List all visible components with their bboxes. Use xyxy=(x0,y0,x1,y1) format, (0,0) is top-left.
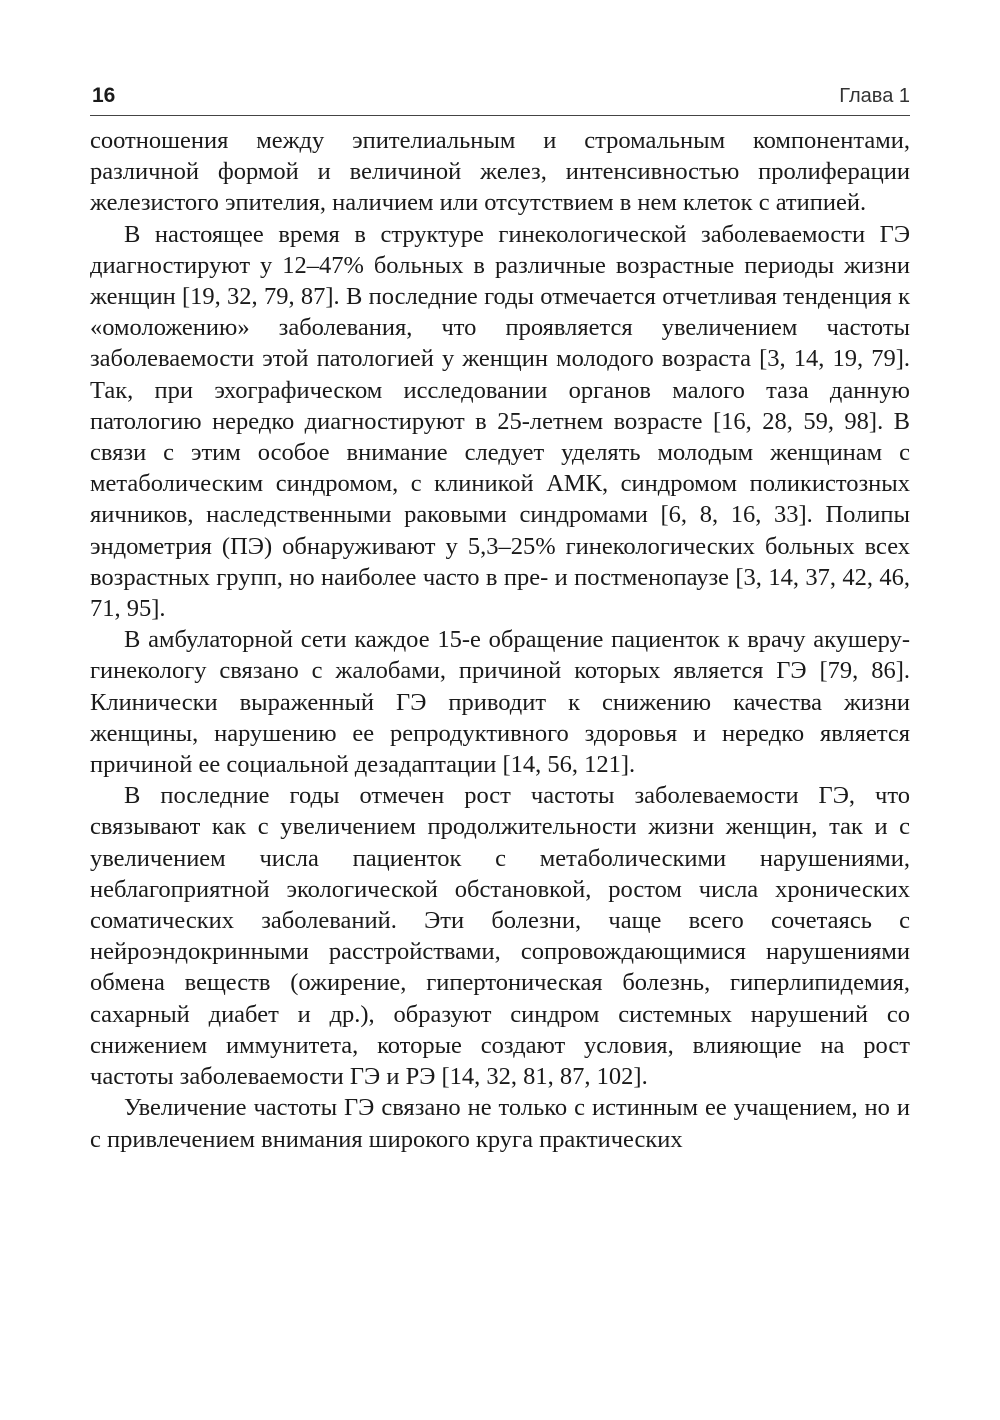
paragraph-continuation: соотношения между эпителиальным и стромальным компонентами, различной формой и величиной желез, интенсивностью пролиферации железистого эпителия, наличием или отсутствием в нем клеток с атипией. xyxy=(90,127,910,217)
book-page xyxy=(90,0,910,1420)
paragraph: В настоящее время в структуре гинекологической заболеваемости ГЭ диагностируют у 12–47% больных в различные возрастные периоды жизни женщин [19, 32, 79, 87]. В последние годы отмечается отчетливая тенденция к «омоложению» заболевания, что проявляется увеличением частоты заболеваемости этой патологией у женщин молодого возраста [3, 14, 19, 79]. Так, при эхографическом исследовании органов малого таза данную патологию нередко диагностируют в 25-летнем возрасте [16, 28, 59, 98]. В связи с этим особое внимание следует уделять молодым женщинам с метаболическим синдромом, с клиникой АМК, синдромом поликистозных яичников, наследственными раковыми синдромами [6, 8, 16, 33]. Полипы эндометрия (ПЭ) обнаруживают у 5,3–25% гинекологических больных всех возрастных групп, но наиболее часто в пре- и постменопаузе [3, 14, 37, 42, 46, 71, 95]. xyxy=(90,220,910,623)
paragraph: В амбулаторной сети каждое 15-е обращение пациенток к врачу акушеру-гинекологу связано с жалобами, причиной которых является ГЭ [79, 86]. Клинически выраженный ГЭ приводит к снижению качества жизни женщины, нарушению ее репродуктивного здоровья и нередко является причиной ее социальной дезадаптации [14, 56, 121]. xyxy=(90,626,910,779)
paragraph: В последние годы отмечен рост частоты заболеваемости ГЭ, что связывают как с увеличением продолжительности жизни женщин, так и с увеличением числа пациенток с метаболическими нарушениями, неблагоприятной экологической обстановкой, ростом числа хронических соматических заболеваний. Эти болезни, чаще всего сочетаясь с нейроэндокринными расстройствами, сопровождающимися нарушениями обмена веществ (ожирение, гипертоническая болезнь, гиперлипидемия, сахарный диабет и др.), образуют синдром системных нарушений со снижением иммунитета, которые создают условия, влияющие на рост частоты заболеваемости ГЭ и РЭ [14, 32, 81, 87, 102]. xyxy=(90,782,910,1091)
chapter-label: Глава 1 xyxy=(839,85,910,107)
page-number: 16 xyxy=(92,84,116,107)
header-divider xyxy=(90,115,910,116)
paragraph: Увеличение частоты ГЭ связано не только с истинным ее учащением, но и с привлечением внимания широкого круга практических xyxy=(90,1094,910,1153)
running-header xyxy=(90,80,910,112)
body-text xyxy=(90,125,910,1155)
